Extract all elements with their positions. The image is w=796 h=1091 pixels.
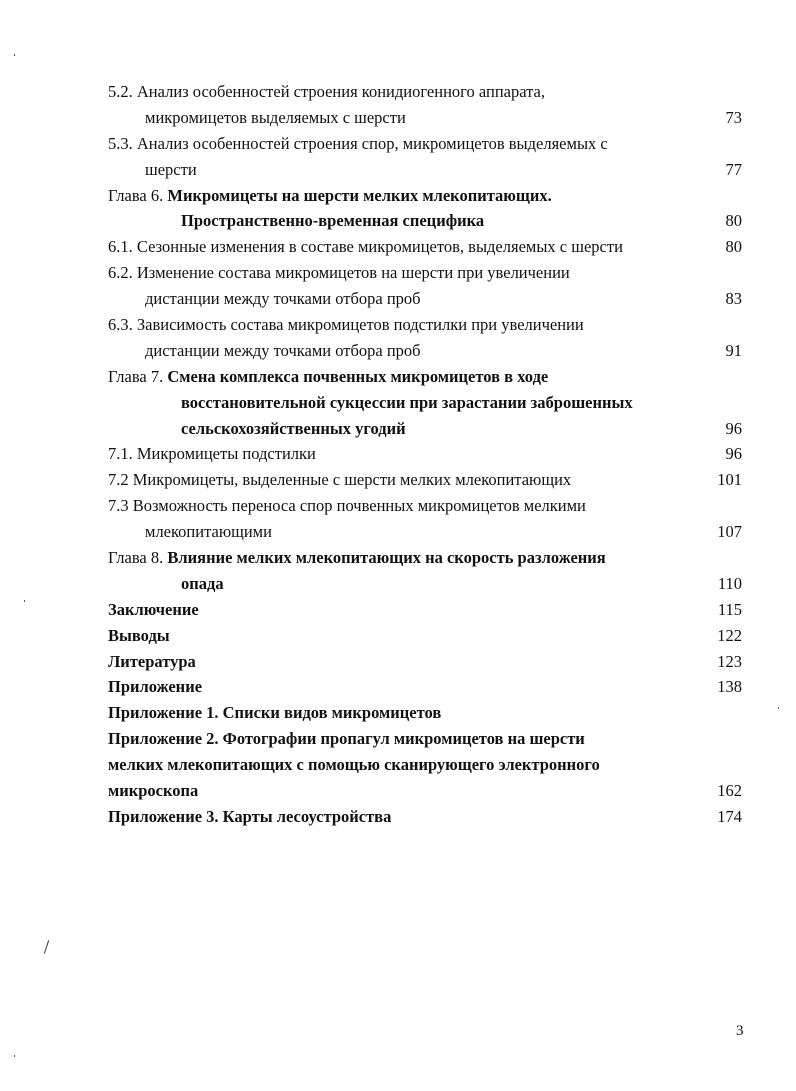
toc-entry-text: 5.2. Анализ особенностей строения конидиогенного аппарата, xyxy=(108,82,545,101)
page-number: 3 xyxy=(736,1023,744,1039)
toc-entry-text: шерсти xyxy=(145,159,197,179)
toc-entry-text: Глава 6. xyxy=(108,185,168,205)
toc-entry-text: 6.1. Сезонные изменения в составе микромицетов, выделяемых с шерсти xyxy=(108,237,623,257)
toc-entry xyxy=(108,700,748,726)
toc-entry-page: 123 xyxy=(717,651,742,671)
toc-entry xyxy=(108,234,748,260)
toc-entry-title xyxy=(181,390,633,416)
toc-entry-text: 7.3 Возможность переноса спор почвенных микромицетов мелкими xyxy=(108,496,586,516)
toc-entry-title xyxy=(145,519,272,545)
toc-entry-page: 77 xyxy=(725,159,742,179)
toc-entry-page: 96 xyxy=(725,444,742,464)
toc-entry xyxy=(108,312,748,338)
toc-entry-text: Приложение 2. Фотографии пропагул микромицетов на шерсти xyxy=(108,729,585,749)
toc-entry-page: 96 xyxy=(725,418,742,438)
toc-entry xyxy=(108,804,748,830)
toc-entry-page: 110 xyxy=(717,573,742,593)
toc-entry-page: 83 xyxy=(725,289,742,309)
table-of-contents xyxy=(108,79,748,830)
toc-entry-page: 174 xyxy=(717,806,742,826)
scan-speck xyxy=(778,707,779,709)
toc-entry-title xyxy=(108,260,570,286)
toc-entry-text: Глава 7. xyxy=(108,366,168,386)
toc-entry xyxy=(108,597,748,623)
toc-entry-text: 7.2 Микромицеты, выделенные с шерсти мелких млекопитающих xyxy=(108,470,572,490)
toc-entry-page: 101 xyxy=(717,470,742,490)
toc-entry xyxy=(108,286,748,312)
toc-entry xyxy=(108,338,748,364)
toc-entry-title xyxy=(108,649,196,675)
toc-entry-page: 162 xyxy=(717,781,742,801)
toc-entry xyxy=(108,79,748,105)
toc-entry-page: 107 xyxy=(717,522,742,542)
toc-entry-title xyxy=(108,545,606,571)
scan-speck xyxy=(24,600,25,602)
toc-entry-title xyxy=(108,131,608,157)
toc-entry-text: дистанции между точками отбора проб xyxy=(145,289,421,309)
toc-entry-title xyxy=(108,364,548,390)
toc-entry xyxy=(108,726,748,752)
toc-entry-title xyxy=(145,286,421,312)
toc-entry-text: 6.3. Зависимость состава микромицетов подстилки при увеличении xyxy=(108,315,584,335)
toc-entry-text: опада xyxy=(181,573,224,593)
toc-entry-bold-text: Влияние мелких млекопитающих на скорость разложения xyxy=(167,548,606,568)
toc-entry xyxy=(108,441,748,467)
toc-entry-text: Выводы xyxy=(108,625,170,645)
toc-entry-text: 6.2. Изменение состава микромицетов на шерсти при увеличении xyxy=(108,263,570,283)
toc-entry-title xyxy=(108,778,198,804)
toc-entry-title xyxy=(108,493,586,519)
toc-entry-title xyxy=(181,571,224,597)
toc-entry-text: млекопитающими xyxy=(145,522,272,542)
toc-entry-title xyxy=(181,208,484,234)
toc-entry xyxy=(108,183,748,209)
toc-entry xyxy=(108,260,748,286)
toc-entry-title xyxy=(108,804,391,830)
toc-entry xyxy=(108,571,748,597)
toc-entry-text: мелких млекопитающих с помощью сканирующего электронного xyxy=(108,755,600,775)
toc-entry-bold-text: Смена комплекса почвенных микромицетов в ходе xyxy=(167,366,549,386)
toc-entry-title xyxy=(108,312,584,338)
toc-entry-title xyxy=(108,700,441,726)
toc-entry-text: 7.1. Микромицеты подстилки xyxy=(108,444,316,464)
toc-entry-title xyxy=(145,105,406,131)
toc-entry-text: Приложение 3. Карты лесоустройства xyxy=(108,806,392,826)
toc-entry-page: 138 xyxy=(717,677,742,697)
toc-entry xyxy=(108,364,748,390)
toc-entry xyxy=(108,778,748,804)
toc-entry-title xyxy=(108,234,623,260)
toc-entry-title xyxy=(181,416,406,442)
scan-speck xyxy=(14,1055,15,1057)
scan-mark xyxy=(44,940,49,954)
toc-entry-text: Глава 8. xyxy=(108,548,168,568)
toc-entry-bold-text: Микромицеты на шерсти мелких млекопитающих. xyxy=(167,185,552,205)
toc-entry xyxy=(108,519,748,545)
toc-entry-title xyxy=(108,79,545,105)
toc-entry-page: 80 xyxy=(725,237,742,257)
toc-entry-title xyxy=(108,597,199,623)
toc-entry xyxy=(108,208,748,234)
toc-entry-title xyxy=(108,674,202,700)
toc-entry-text: микромицетов выделяемых с шерсти xyxy=(145,107,406,127)
toc-entry xyxy=(108,105,748,131)
toc-entry-page: 80 xyxy=(725,211,742,231)
toc-entry-page: 122 xyxy=(717,625,742,645)
toc-entry xyxy=(108,157,748,183)
toc-entry-text: сельскохозяйственных угодий xyxy=(181,418,406,438)
toc-entry-text: дистанции между точками отбора проб xyxy=(145,340,421,360)
toc-entry-title xyxy=(108,467,571,493)
toc-entry-page: 91 xyxy=(725,340,742,360)
toc-entry-text: Пространственно-временная специфика xyxy=(181,211,485,231)
toc-entry-title xyxy=(108,623,170,649)
toc-entry xyxy=(108,674,748,700)
toc-entry-title xyxy=(108,183,552,209)
toc-entry-title xyxy=(108,441,316,467)
toc-entry xyxy=(108,416,748,442)
toc-entry-text: Заключение xyxy=(108,599,199,619)
toc-entry-page: 115 xyxy=(717,599,742,619)
toc-entry xyxy=(108,493,748,519)
toc-entry xyxy=(108,545,748,571)
toc-entry-title xyxy=(108,726,585,752)
toc-entry xyxy=(108,752,748,778)
toc-entry-title xyxy=(145,338,421,364)
toc-entry-text: Литература xyxy=(108,651,196,671)
scan-speck xyxy=(14,54,15,56)
toc-entry-text: 5.3. Анализ особенностей строения спор, микромицетов выделяемых с xyxy=(108,133,608,153)
toc-entry-text: микроскопа xyxy=(108,781,199,801)
toc-entry-title xyxy=(108,752,600,778)
toc-entry xyxy=(108,623,748,649)
toc-entry-text: Приложение xyxy=(108,677,203,697)
toc-entry-title xyxy=(145,157,197,183)
toc-entry-text: Приложение 1. Списки видов микромицетов xyxy=(108,703,442,723)
toc-entry xyxy=(108,649,748,675)
toc-entry-text: восстановительной сукцессии при зарастании заброшенных xyxy=(181,392,633,412)
toc-entry-page: 73 xyxy=(725,107,742,127)
toc-entry xyxy=(108,390,748,416)
toc-entry xyxy=(108,467,748,493)
toc-entry xyxy=(108,131,748,157)
